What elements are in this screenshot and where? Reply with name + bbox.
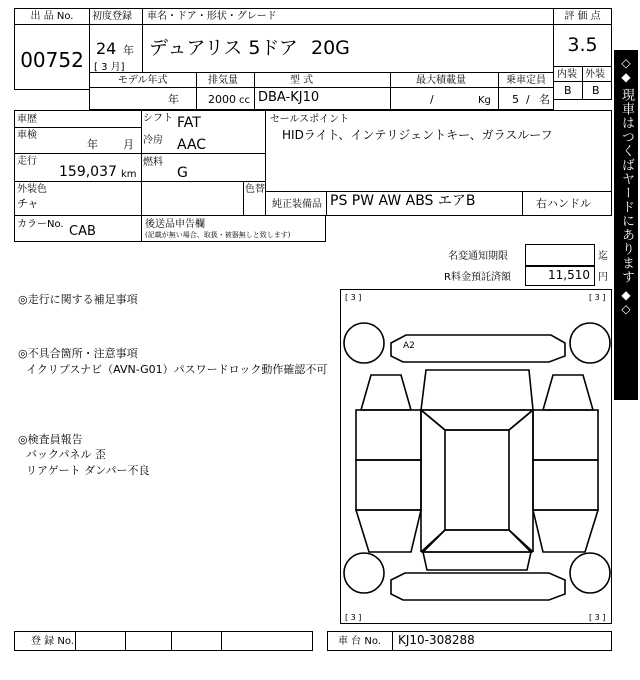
tire-label-rear-right: [ 3 ]: [589, 613, 606, 622]
interior-label: 内装: [557, 69, 577, 80]
shift-label: シフト: [143, 113, 173, 124]
exterior-label: 外装: [585, 69, 605, 80]
color-change-label: 色替: [245, 184, 265, 195]
handle: 右ハンドル: [536, 197, 591, 210]
driving-notes-title: ◎走行に関する補足事項: [18, 293, 138, 306]
banner-diamonds-bottom: ◆◇: [619, 288, 633, 316]
capacity: 5: [512, 93, 519, 106]
fuel-label: 燃料: [143, 157, 163, 168]
defects-title: ◎不具合箇所・注意事項: [18, 347, 138, 360]
color-no-box: [14, 215, 326, 242]
tire-label-front-left: [ 3 ]: [345, 293, 362, 302]
ac: AAC: [177, 137, 207, 153]
model-year-unit: 年: [168, 93, 179, 106]
ext-color-label: 外装色: [17, 184, 47, 195]
equipment-box: [265, 191, 612, 216]
recycle-amount: 11,510: [548, 268, 590, 282]
tire-front-left: [344, 323, 384, 363]
car-name-box: [142, 8, 554, 73]
max-load-sep: /: [430, 93, 434, 106]
grade: 20G: [311, 37, 350, 59]
first-registration-year: 24: [96, 39, 117, 58]
shift: FAT: [177, 115, 201, 131]
color-no-label: カラーNo.: [17, 219, 64, 230]
rating-label: 評 価 点: [564, 11, 601, 22]
name-change-field: [525, 244, 595, 266]
details-left: [14, 110, 266, 216]
capacity-unit: 名: [539, 93, 550, 106]
recycle-label: R料金預託済額: [444, 272, 511, 283]
tire-label-rear-left: [ 3 ]: [345, 613, 362, 622]
displacement-unit: cc: [239, 95, 250, 106]
inspector-line-2: リアゲート ダンパー不良: [26, 464, 150, 477]
color-no: CAB: [69, 224, 96, 239]
interior-grade: B: [564, 84, 572, 97]
first-registration-label: 初度登録: [92, 11, 132, 22]
registration-no-box: [14, 631, 313, 651]
exterior-grade: B: [592, 84, 600, 97]
recycle-field: [525, 266, 595, 286]
name-change-unit: 迄: [598, 251, 608, 262]
displacement-label: 排気量: [208, 75, 238, 86]
sales-point-label: セールスポイント: [270, 114, 350, 125]
inspection-year: 年: [87, 138, 98, 151]
ext-color: チャ: [17, 197, 39, 210]
lot-number-box: [14, 8, 90, 90]
rating-score: 3.5: [567, 34, 598, 56]
car-name-label: 車名・ドア・形状・グレード: [147, 11, 277, 22]
banner-diamonds-top: ◇◆: [619, 56, 633, 84]
capacity-label: 乗車定員: [506, 75, 546, 86]
front-bumper: [391, 335, 565, 362]
mileage-label: 走行: [17, 156, 37, 167]
chassis-no-box: [327, 631, 612, 651]
equipment: PS PW AW ABS エアB: [330, 193, 476, 209]
registration-no-label: 登 録 No.: [31, 636, 74, 647]
sales-point: HIDライト、インテリジェントキー、ガラスルーフ: [282, 128, 553, 142]
first-registration-box: [89, 8, 143, 73]
tire-label-front-right: [ 3 ]: [589, 293, 606, 302]
defects-text: イクリプスナビ（AVN-G01）パスワードロック動作確認不可: [26, 363, 328, 376]
displacement: 2000: [208, 93, 236, 106]
post-docs-label: 後送品申告欄: [145, 219, 205, 230]
ac-label: 冷房: [143, 135, 163, 146]
equipment-label: 純正装備品: [272, 199, 322, 210]
recycle-unit: 円: [598, 272, 608, 283]
lot-number: 00752: [20, 48, 84, 72]
car-diagram: [340, 289, 612, 624]
car-diagram-drawing: [341, 290, 611, 623]
fuel: G: [177, 165, 188, 181]
chassis-no-label: 車 台 No.: [338, 636, 381, 647]
specs-row: [89, 72, 554, 110]
chassis-no: KJ10-308288: [398, 633, 475, 647]
yard-location-banner: [614, 50, 638, 400]
mileage: 159,037: [59, 164, 117, 180]
inspection-label: 車検: [17, 130, 37, 141]
mileage-unit: km: [121, 169, 137, 180]
model-year-label: モデル年式: [118, 75, 168, 86]
type: DBA-KJ10: [258, 90, 320, 105]
damage-code-a2: A2: [403, 341, 415, 351]
banner-text: 現車はつくばヤードにあります: [619, 88, 634, 284]
rear-bumper: [391, 573, 565, 600]
tire-rear-left: [344, 553, 384, 593]
rating-box: [553, 8, 612, 100]
inspection-month: 月: [123, 138, 134, 151]
capacity-sep: /: [526, 93, 530, 106]
tire-front-right: [570, 323, 610, 363]
inspector-line-1: バックパネル 歪: [26, 448, 106, 461]
history-label: 車歴: [17, 114, 37, 125]
car-name: デュアリス 5ドア: [149, 37, 298, 59]
tire-rear-right: [570, 553, 610, 593]
name-change-label: 名変通知期限: [448, 251, 508, 262]
lot-number-label: 出 品 No.: [30, 11, 74, 22]
post-docs-note: (記載が無い場合、取扱・被器無しと致します): [145, 231, 291, 239]
type-label: 型 式: [290, 75, 314, 86]
max-load-unit: Kg: [478, 95, 491, 106]
year-unit: 年: [123, 44, 134, 57]
inspector-title: ◎検査員報告: [18, 433, 83, 446]
max-load-label: 最大積載量: [416, 75, 466, 86]
first-registration-month: [ 3 月]: [94, 62, 125, 73]
sales-point-box: [265, 110, 612, 192]
